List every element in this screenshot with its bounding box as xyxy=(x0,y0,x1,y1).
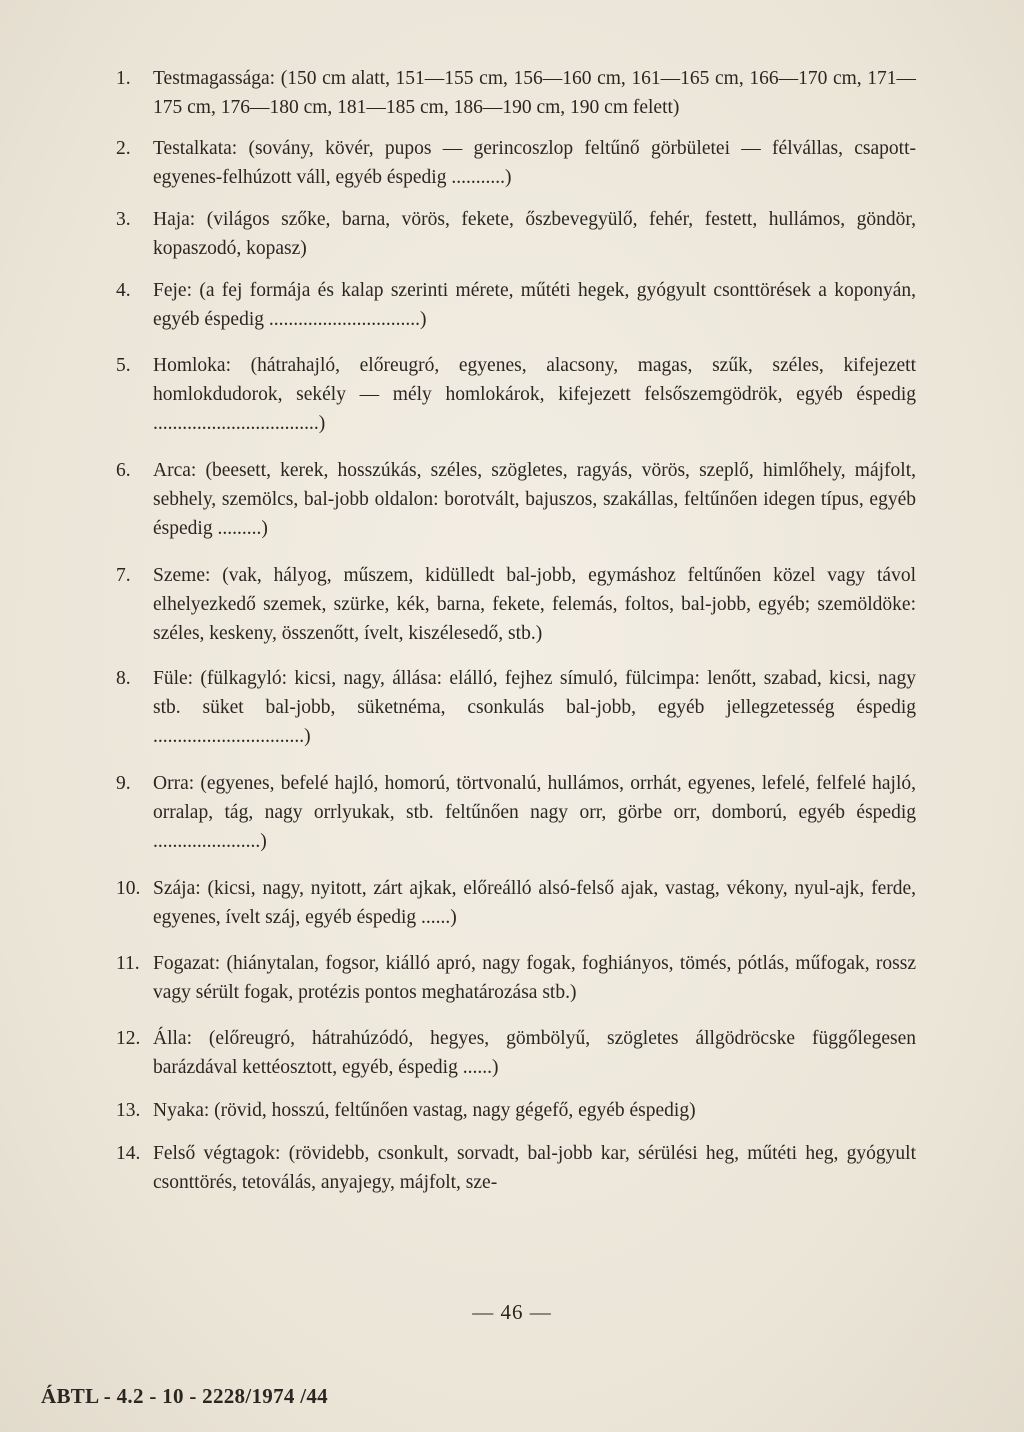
list-item xyxy=(116,1139,916,1197)
item-text: Fogazat: (hiánytalan, fogsor, kiálló apró, nagy fogak, foghiányos, tömés, pótlás, műfogak, rossz vagy sérült fogak, protézis pontos meghatározása stb.) xyxy=(153,953,916,1003)
item-number: 8. xyxy=(116,668,131,689)
item-number: 5. xyxy=(116,355,131,376)
item-number: 14. xyxy=(116,1143,141,1164)
list-item xyxy=(116,456,916,543)
description-list xyxy=(116,64,916,1197)
item-number: 7. xyxy=(116,565,131,586)
page-number: — 46 — xyxy=(472,1300,552,1324)
item-text: Haja: (világos szőke, barna, vörös, fekete, őszbevegyülő, fehér, festett, hullámos, göndör, kopaszodó, kopasz) xyxy=(153,209,916,259)
item-number: 12. xyxy=(116,1028,141,1049)
item-text: Feje: (a fej formája és kalap szerinti mérete, műtéti hegek, gyógyult csonttörések a koponyán, egyéb éspedig ...............................) xyxy=(153,280,916,330)
list-item xyxy=(116,351,916,438)
item-text: Orra: (egyenes, befelé hajló, homorú, törtvonalú, hullámos, orrhát, egyenes, lefelé, felfelé hajló, orralap, tág, nagy orrlyukak, stb. feltűnően nagy orr, görbe orr, domború, egyéb éspedig ......................) xyxy=(153,773,916,852)
item-text: Testalkata: (sovány, kövér, pupos — gerincoszlop feltűnő görbületei — félvállas, csapott-egyenes-felhúzott váll, egyéb éspedig ...........) xyxy=(153,138,916,188)
item-text: Nyaka: (rövid, hosszú, feltűnően vastag, nagy gégefő, egyéb éspedig) xyxy=(153,1100,696,1121)
item-number: 13. xyxy=(116,1100,141,1121)
item-number: 3. xyxy=(116,209,131,230)
list-item xyxy=(116,561,916,648)
list-item xyxy=(116,1024,916,1082)
item-number: 6. xyxy=(116,460,131,481)
item-number: 4. xyxy=(116,280,131,301)
list-item xyxy=(116,276,916,334)
item-number: 10. xyxy=(116,878,141,899)
item-number: 1. xyxy=(116,68,131,89)
list-item xyxy=(116,134,916,192)
archive-reference: ÁBTL - 4.2 - 10 - 2228/1974 /44 xyxy=(41,1384,328,1408)
list-item xyxy=(116,1096,916,1125)
item-text: Felső végtagok: (rövidebb, csonkult, sorvadt, bal-jobb kar, sérülési heg, műtéti heg, gyógyult csonttörés, tetoválás, anyajegy, májfolt, sze- xyxy=(153,1143,916,1193)
item-number: 2. xyxy=(116,138,131,159)
item-text: Testmagassága: (150 cm alatt, 151—155 cm, 156—160 cm, 161—165 cm, 166—170 cm, 171—175 cm, 176—180 cm, 181—185 cm, 186—190 cm, 190 cm felett) xyxy=(153,68,916,118)
list-item xyxy=(116,205,916,263)
item-text: Homloka: (hátrahajló, előreugró, egyenes, alacsony, magas, szűk, széles, kifejezett homlokdudorok, sekély — mély homlokárok, kifejezett felsőszemgödrök, egyéb éspedig ..................................) xyxy=(153,355,916,434)
item-number: 9. xyxy=(116,773,131,794)
item-text: Szeme: (vak, hályog, műszem, kidülledt bal-jobb, egymáshoz feltűnően közel vagy távol elhelyezkedő szemek, szürke, kék, barna, fekete, felemás, foltos, bal-jobb, egyéb; szemöldöke: széles, keskeny, összenőtt, ívelt, kiszélesedő, stb.) xyxy=(153,565,916,644)
item-text: Álla: (előreugró, hátrahúzódó, hegyes, gömbölyű, szögletes állgödröcske függőlegesen barázdával kettéosztott, egyéb, éspedig ......) xyxy=(153,1028,916,1078)
item-number: 11. xyxy=(116,953,140,974)
list-item xyxy=(116,664,916,751)
item-text: Füle: (fülkagyló: kicsi, nagy, állása: elálló, fejhez símuló, fülcimpa: lenőtt, szabad, kicsi, nagy stb. süket bal-jobb, süketnéma, csonkulás bal-jobb, egyéb jellegzetesség éspedig ...............................) xyxy=(153,668,916,747)
item-text: Arca: (beesett, kerek, hosszúkás, széles, szögletes, ragyás, vörös, szeplő, himlőhely, májfolt, sebhely, szemölcs, bal-jobb oldalon: borotvált, bajuszos, szakállas, feltűnően idegen típus, egyéb éspedig .........) xyxy=(153,460,916,539)
list-item xyxy=(116,874,916,932)
list-item xyxy=(116,949,916,1007)
list-item xyxy=(116,769,916,856)
item-text: Szája: (kicsi, nagy, nyitott, zárt ajkak, előreálló alsó-felső ajak, vastag, vékony, nyul-ajk, ferde, egyenes, ívelt száj, egyéb éspedig ......) xyxy=(153,878,916,928)
list-item xyxy=(116,64,916,122)
